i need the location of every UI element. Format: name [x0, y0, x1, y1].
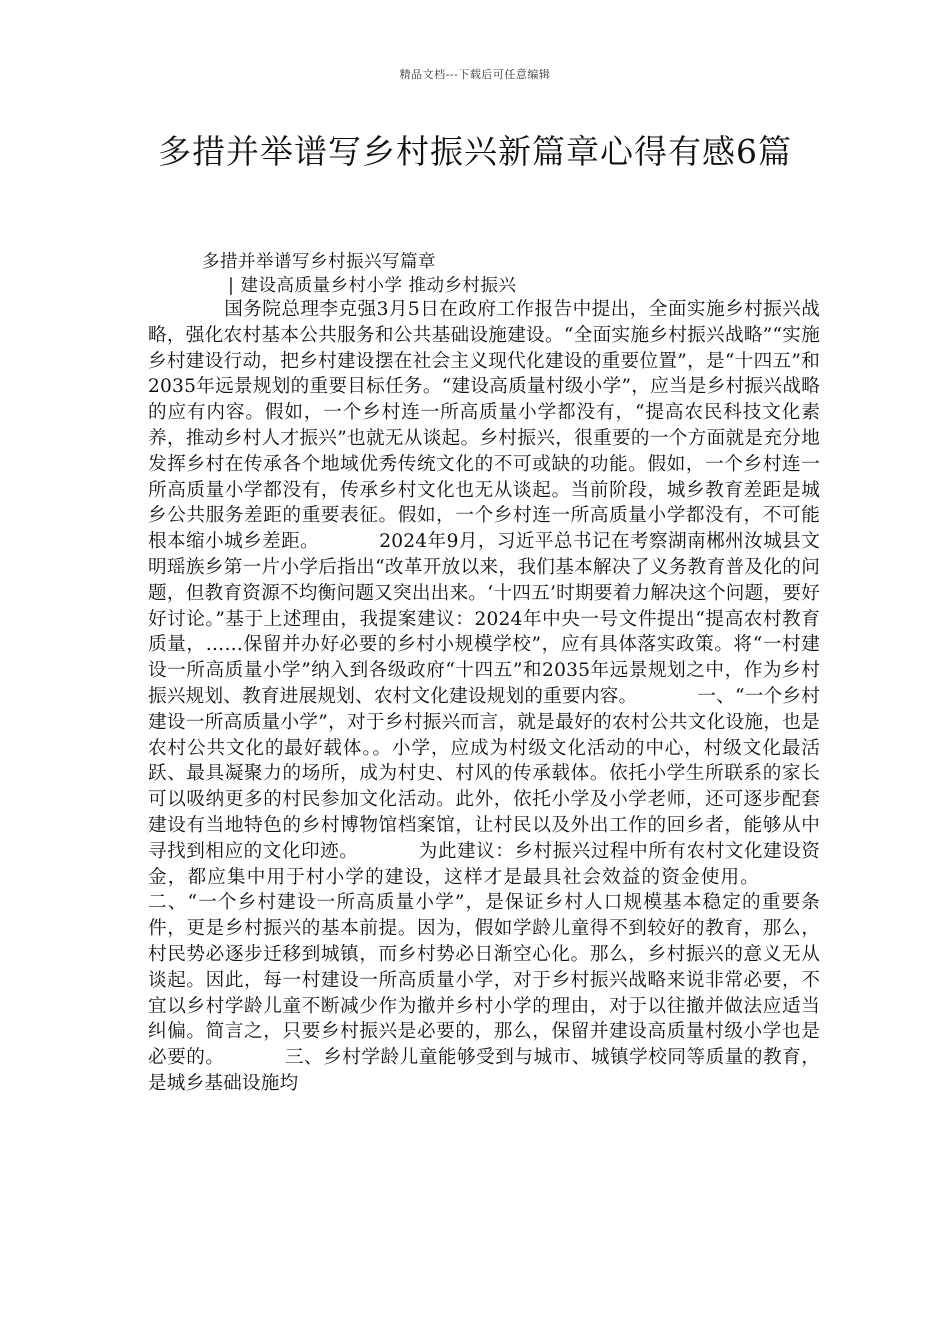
paragraph-1: 国务院总理李克强3月5日在政府工作报告中提出，全面实施乡村振兴战略，强化农村基本公共服务和公共基础设施建设。“全面实施乡村振兴战略”“实施乡村建设行动，把乡村建设摆在社会主义现代化建设的重要位置”，是“十四五”和2035年远景规划的重要目标任务。“建设高质量村级小学”，应当是乡村振兴战略的应有内容。假如，一个乡村连一所高质量小学都没有，“提高农民科技文化素养，推动乡村人才振兴”也就无从谈起。乡村振兴，很重要的一个方面就是充分地发挥乡村在传承各个地域优秀传统文化的不可或缺的功能。假如，一个乡村连一所高质量小学都没有，传承乡村文化也无从谈起。当前阶段，城乡教育差距是城乡公共服务差距的重要表征。假如，一个乡村连一所高质量小学都没有，不可能根本缩小城乡差距。 — [148, 299, 820, 553]
paragraph-5: 二、“一个乡村建设一所高质量小学”，是保证乡村人口规模基本稳定的重要条件，更是乡村振兴的基本前提。因为，假如学龄儿童得不到较好的教育，那么，村民势必逐步迁移到城镇，而乡村势必日渐空心化。那么，乡村振兴的意义无从谈起。因此，每一村建设一所高质量小学，对于乡村振兴战略来说非常必要，不宜以乡村学龄儿童不断减少作为撤并乡村小学的理由，对于以往撤并做法应适当纠偏。简言之，只要乡村振兴是必要的，那么，保留并建设高质量村级小学也是必要的。 — [148, 892, 820, 1069]
paragraph-4: 为此建议：乡村振兴过程中所有农村文化建设资金，都应集中用于村小学的建设，这样才是最具社会效益的资金使用。 — [148, 840, 820, 888]
page-title: 多措并举谱写乡村振兴新篇章心得有感6篇 — [158, 132, 792, 171]
paragraph-3: 一、“一个乡村建设一所高质量小学”，对于乡村振兴而言，就是最好的农村公共文化设施，也是农村公共文化的最好载体。。小学，应成为村级文化活动的中心，村级文化最活跃、最具凝聚力的场所，成为村史、村风的传承载体。依托小学生所联系的家长可以吸纳更多的村民参加文化活动。此外，依托小学及小学老师，还可逐步配套建设有当地特色的乡村博物馆档案馆，让村民以及外出工作的回乡者，能够从中寻找到相应的文化印迹。 — [148, 685, 821, 862]
paragraph-6: 三、乡村学龄儿童能够受到与城市、城镇学校同等质量的教育，是城乡基础设施均 — [148, 1047, 820, 1094]
paragraph-2: 2024年9月，习近平总书记在考察湖南郴州汝城县文明瑶族乡第一片小学后指出“改革开放以来，我们基本解决了义务教育普及化的问题，但教育资源不均衡问题又突出出来。‘十四五’时期要着力解决这个问题，要好好讨论。”基于上述理由，我提案建议：2024年中央一号文件提出“提高农村教育质量，……保留并办好必要的乡村小规模学校”，应有具体落实政策。将“一村建设一所高质量小学”纳入到各级政府“十四五”和2035年远景规划之中，作为乡村振兴规划、教育进展规划、农村文化建设规划的重要内容。 — [148, 531, 820, 707]
section-heading: | 建设高质量乡村小学 推动乡村振兴 — [228, 276, 517, 296]
document-subtitle: 多措并举谱写乡村振兴写篇章 — [202, 252, 436, 272]
header-note: 精品文档---下载后可任意编辑 — [399, 68, 551, 81]
body-text — [148, 297, 820, 1097]
